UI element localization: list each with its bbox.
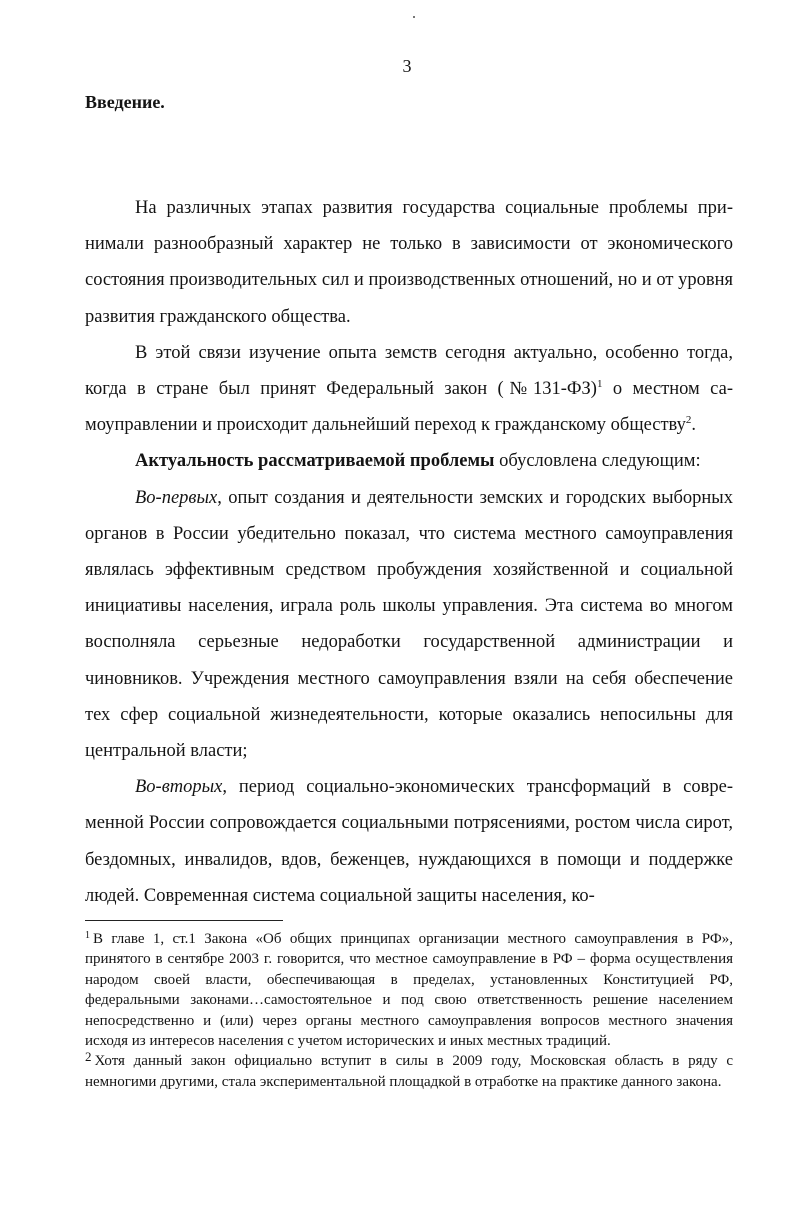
paragraph-1: На различных этапах развития государства социальные проблемы принимали разнообразный характер не только в зависимости от экономического состояния производительных сил и производственных отношений, но и от уровня развития гражданского общества. <box>85 198 733 327</box>
page-heading: Введение. <box>85 92 165 112</box>
footnote-divider <box>85 920 283 921</box>
paragraph-5-italic: Во-вторых <box>135 777 223 798</box>
footnote-1 <box>85 929 733 1051</box>
footnote-1-text: В главе 1, ст.1 Закона «Об общих принципах организации местного самоуправления в РФ», принятого в сентябре 2003 г. говорится, что местное самоуправление в РФ – форма осуществления народом своей власти, обеспечивающая в пределах, установленных Конституцией РФ, федеральными законами…самостоятельное и под свою ответственность решение населением непосредственно и (или) через органы местного самоуправления вопросов местного значения исходя из интересов населения с учетом исторических и иных местных традиций. <box>85 931 733 1050</box>
footnote-ref-2: 2 <box>685 414 692 427</box>
footnote-1-mark: 1 <box>85 930 90 941</box>
paragraph-4-rest: , опыт создания и деятельности земских и городских выборных органов в России убедительно показал, что система местного самоуправления являлась эффективным средством пробуждения хозяйственной и социальной инициативы населения, играла роль школы управления. Эта система во многом восполняла серьезные недоработки государственной администрации и чиновников. Учреждения местного самоуправления взяли на себя обеспечение тех сфер социальной жизнедеятельности, которые оказались непосильны для центральной власти; <box>85 487 733 762</box>
paragraph-3-bold: Актуальность рассматриваемой проблемы <box>135 451 495 472</box>
paragraph-2 <box>85 335 733 444</box>
paragraph-4-italic: Во-первых <box>135 487 218 508</box>
paragraph-2-text-b: о местном самоуправлении и происходит дальнейший переход к гражданскому обществу <box>85 379 733 436</box>
paragraph-5 <box>85 769 733 914</box>
footnote-2-text: Хотя данный закон официально вступит в силы в 2009 году, Московская область в ряду с немногими другими, стала экспериментальной площадкой в отработке на практике данного закона. <box>85 1053 733 1090</box>
page-number: 3 <box>402 56 412 76</box>
paragraph-4 <box>85 480 733 770</box>
paragraph-3 <box>85 443 733 479</box>
footnote-2-mark: 2 <box>85 1049 92 1065</box>
paragraph-3-rest: обусловлена следующим: <box>494 451 701 472</box>
body-text <box>85 190 733 914</box>
scan-dot <box>413 16 415 18</box>
footnotes <box>85 929 733 1092</box>
footnote-ref-1: 1 <box>596 378 603 391</box>
paragraph-5-rest: , период социально-экономических трансформаций в современной России сопровождается социальными потрясениями, ростом числа сирот, бездомных, инвалидов, вдов, беженцев, нуждающихся в помощи и поддержке людей. Современная система социальной защиты населения, ко- <box>85 777 733 906</box>
paragraph-2-text-c: . <box>691 415 697 436</box>
footnote-2 <box>85 1051 733 1092</box>
paragraph-2-text-a: В этой связи изучение опыта земств сегодня актуально, особенно тогда, когда в стране был принят Федеральный закон (№131-ФЗ) <box>85 342 733 400</box>
